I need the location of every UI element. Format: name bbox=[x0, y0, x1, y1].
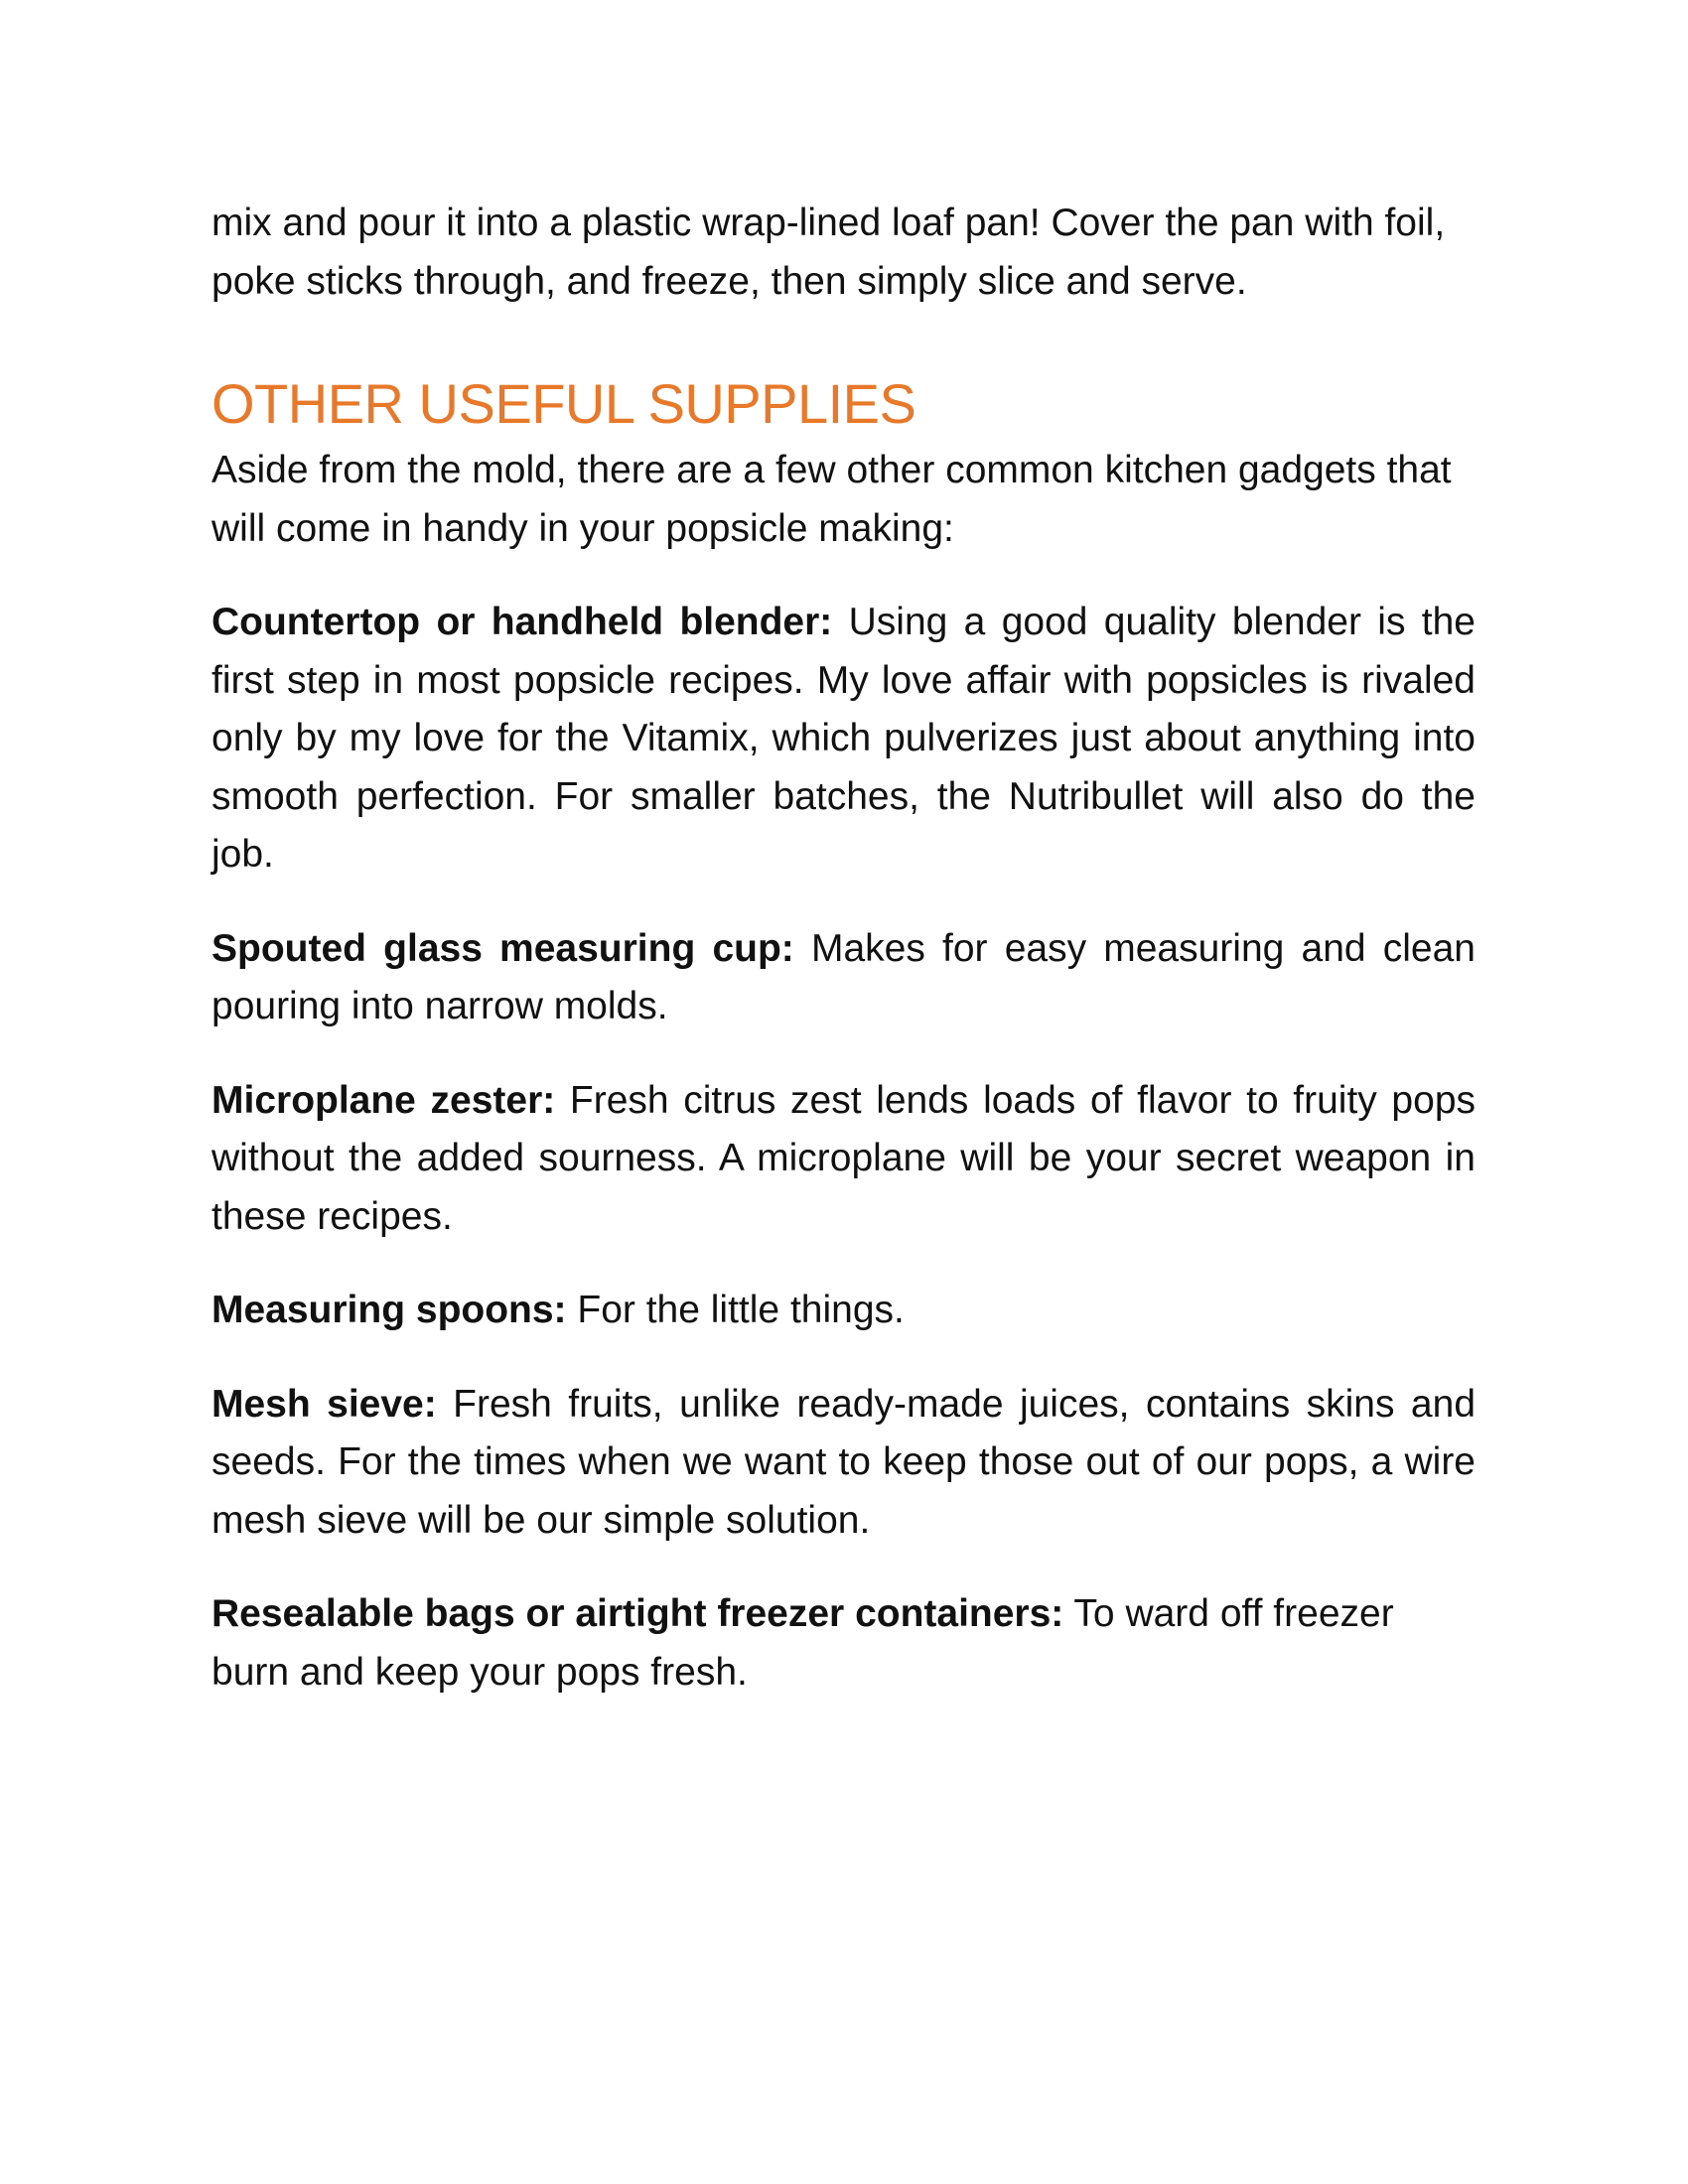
supply-item-blender bbox=[211, 594, 1476, 885]
supply-description: To ward off freezer burn and keep your pops fresh. bbox=[211, 1592, 1394, 1694]
supply-item-zester bbox=[211, 1072, 1476, 1247]
continuation-paragraph: mix and pour it into a plastic wrap-lined loaf pan! Cover the pan with foil, poke sticks through, and freeze, then simply slice and serve. bbox=[211, 202, 1446, 303]
supply-item-measuring-cup bbox=[211, 920, 1476, 1036]
supply-term: Mesh sieve: bbox=[211, 1382, 437, 1426]
supply-description: For the little things. bbox=[566, 1289, 905, 1331]
supply-item-mesh-sieve bbox=[211, 1376, 1476, 1551]
supply-term: Resealable bags or airtight freezer containers: bbox=[211, 1592, 1064, 1635]
supply-term: Microplane zester: bbox=[211, 1078, 556, 1122]
supply-term: Countertop or handheld blender: bbox=[211, 601, 833, 643]
supply-description: Fresh fruits, unlike ready-made juices, contains skins and seeds. For the times when we want to keep those out of our pops, a wire mesh sieve will be our simple solution. bbox=[211, 1382, 1477, 1542]
supply-item-containers bbox=[211, 1585, 1476, 1702]
supply-description: Fresh citrus zest lends loads of flavor to fruity pops without the added sourness. A microplane will be your secret weapon in these recipes. bbox=[211, 1078, 1477, 1238]
document-page bbox=[211, 195, 1476, 1702]
intro-paragraph: Aside from the mold, there are a few other common kitchen gadgets that will come in handy in your popsicle making: bbox=[211, 449, 1452, 550]
section-heading: OTHER USEFUL SUPPLIES bbox=[211, 372, 916, 435]
supply-description: Using a good quality blender is the first step in most popsicle recipes. My love affair with popsicles is rivaled only by my love for the Vitamix, which pulverizes just about anything into smooth perfection. For smaller batches, the Nutribullet will also do the job. bbox=[211, 601, 1476, 876]
supply-item-measuring-spoons bbox=[211, 1282, 1476, 1340]
supply-term: Measuring spoons: bbox=[211, 1289, 567, 1331]
supply-term: Spouted glass measuring cup: bbox=[211, 926, 794, 970]
supply-description: Makes for easy measuring and clean pouring into narrow molds. bbox=[211, 926, 1476, 1027]
